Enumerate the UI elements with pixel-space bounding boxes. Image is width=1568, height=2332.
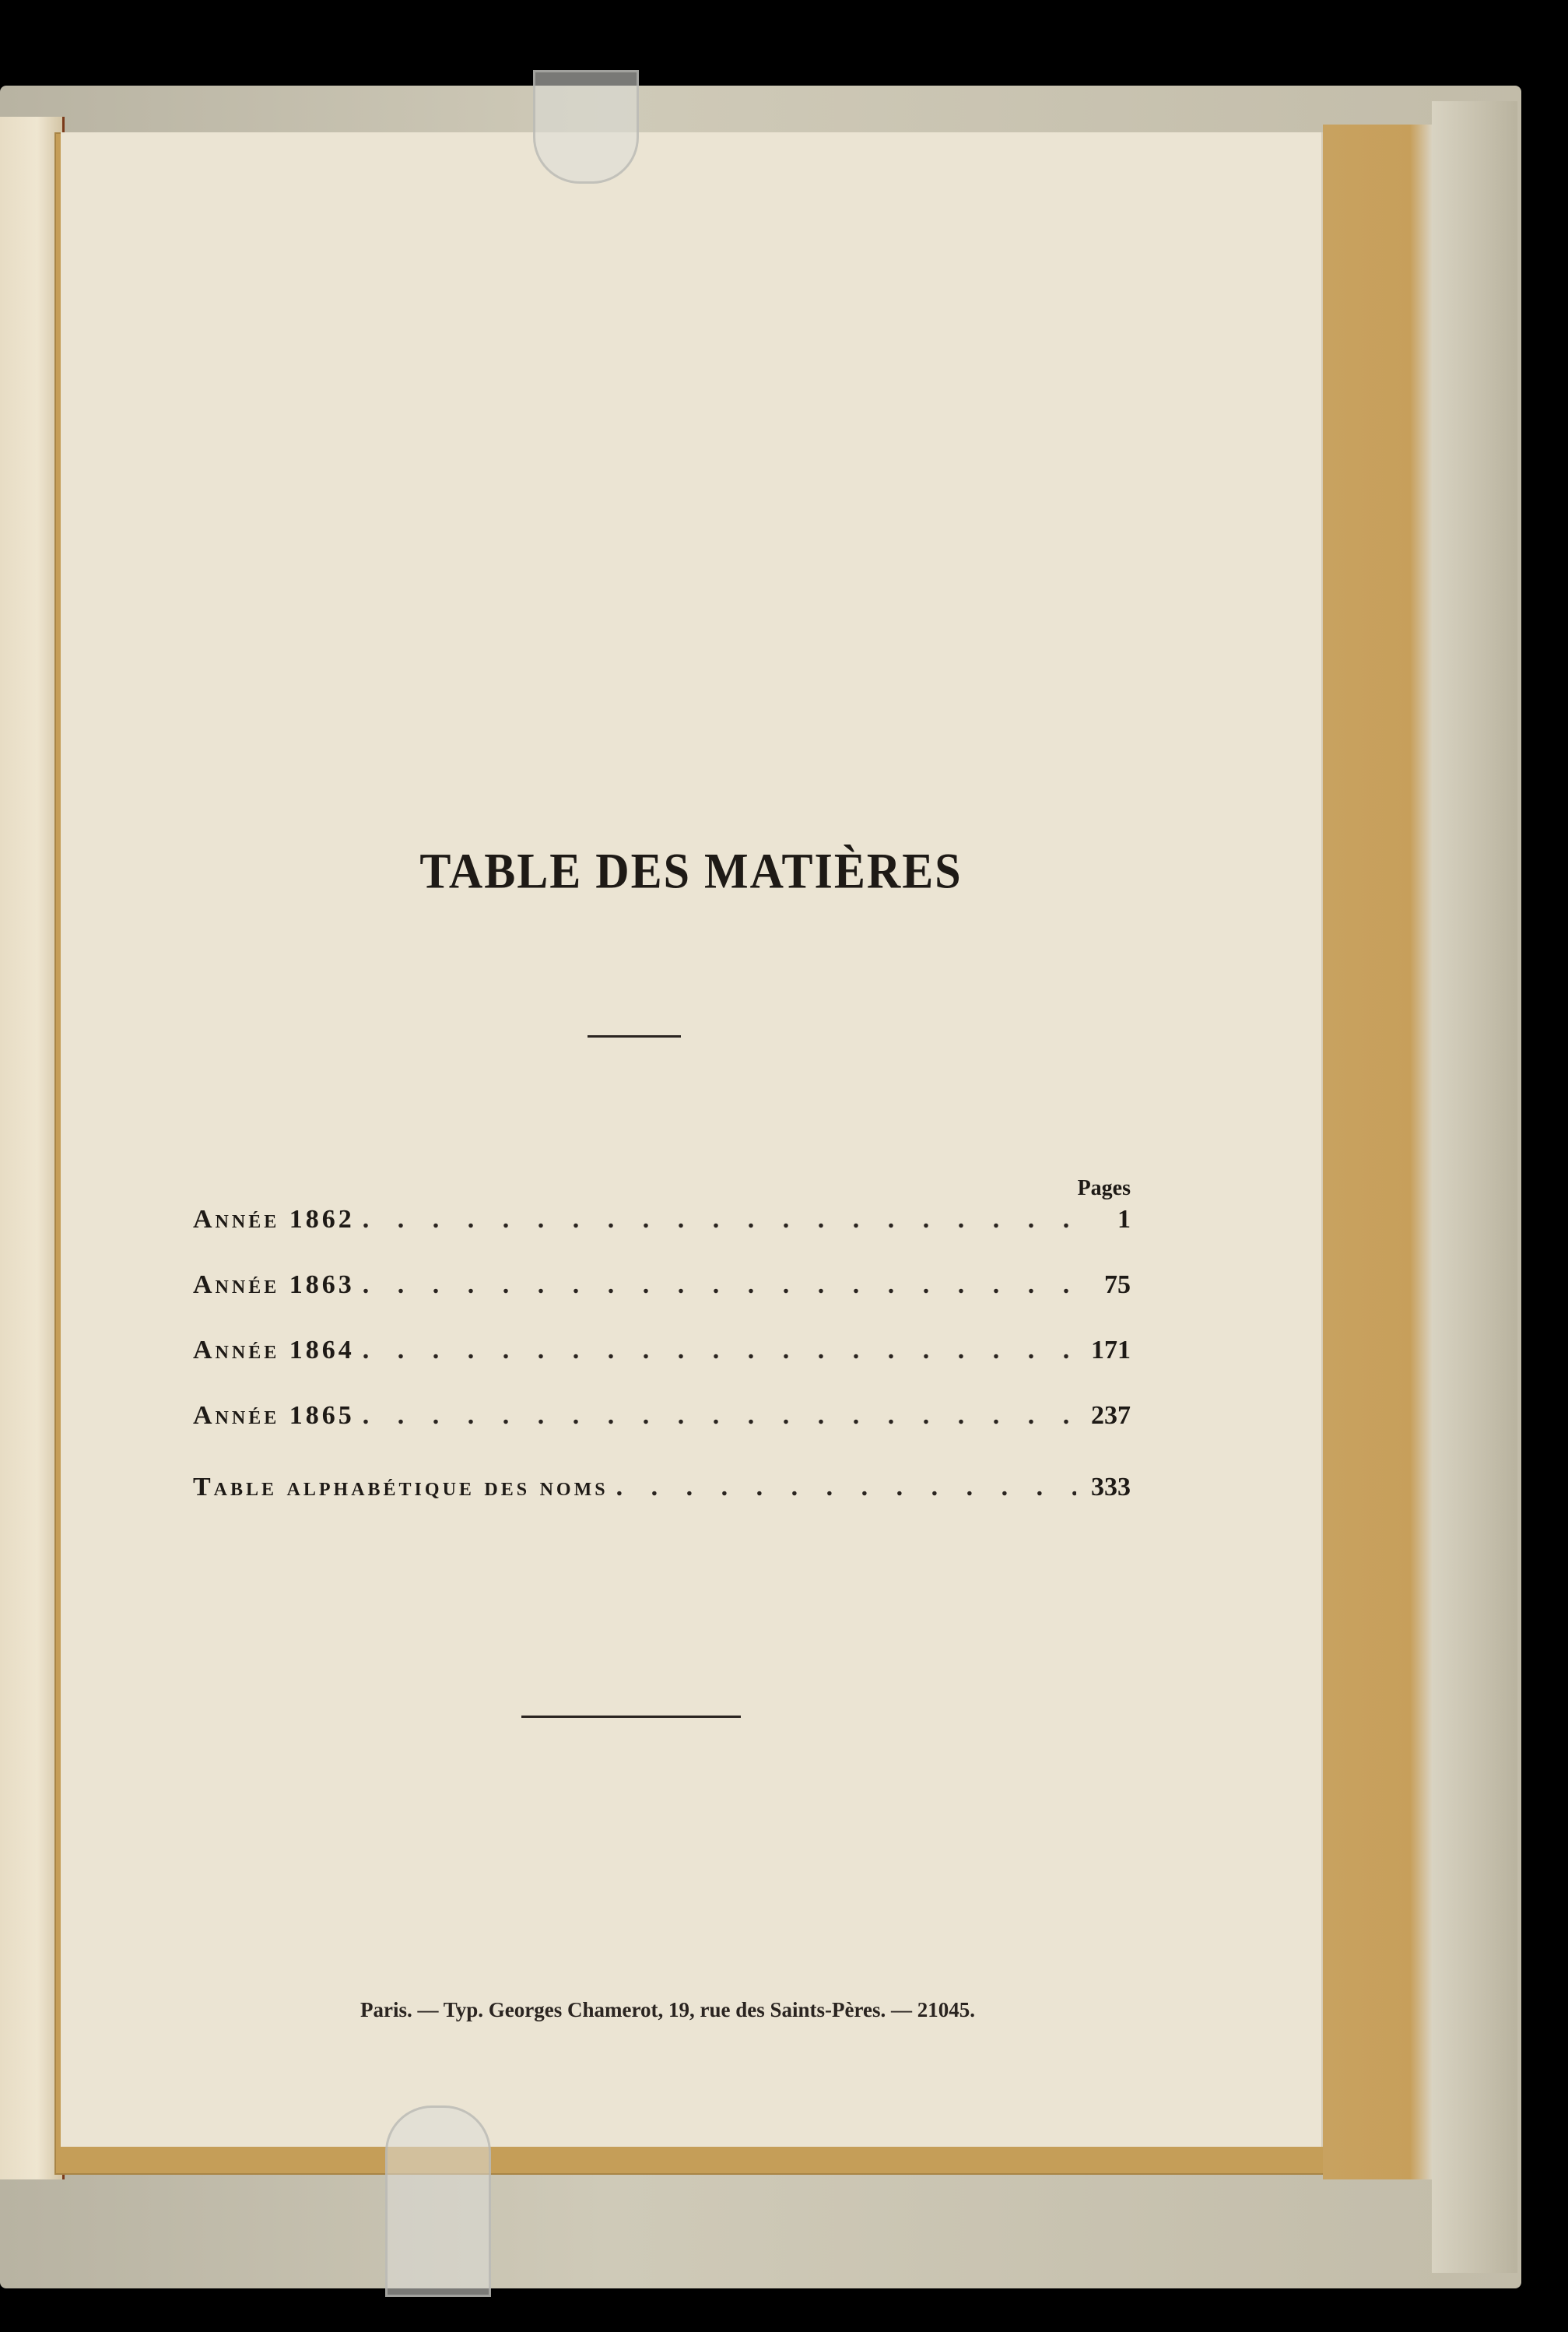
toc-entry bbox=[193, 1473, 1131, 1538]
title-rule bbox=[588, 1035, 681, 1038]
toc-entry-label: Année 1862 bbox=[193, 1205, 355, 1234]
toc-entry-page: 237 bbox=[1091, 1401, 1131, 1430]
flyleaf-edge bbox=[1323, 125, 1432, 2179]
toc-entry-page: 75 bbox=[1104, 1270, 1131, 1299]
book-page bbox=[61, 132, 1321, 2147]
toc-entry-label: Table alphabétique des noms bbox=[193, 1473, 609, 1501]
toc-entry-page: 1 bbox=[1117, 1205, 1131, 1234]
dot-leader bbox=[363, 1205, 1076, 1234]
toc-entry-page: 171 bbox=[1091, 1336, 1131, 1364]
dot-leader bbox=[363, 1401, 1076, 1431]
toc-entry-label: Année 1864 bbox=[193, 1336, 355, 1364]
dot-leader bbox=[363, 1270, 1076, 1300]
printer-imprint: Paris. — Typ. Georges Chamerot, 19, rue des Saints-Pères. — 21045. bbox=[360, 1998, 975, 2021]
toc-entry-label: Année 1863 bbox=[193, 1270, 355, 1299]
page-clip-bottom bbox=[385, 2105, 491, 2297]
toc-entry-label: Année 1865 bbox=[193, 1401, 355, 1430]
toc-entry bbox=[193, 1401, 1131, 1466]
right-binding bbox=[1432, 101, 1517, 2273]
page-title: TABLE DES MATIÈRES bbox=[419, 843, 963, 899]
toc-entry bbox=[193, 1336, 1131, 1401]
pages-column-header: Pages bbox=[1077, 1176, 1131, 1200]
toc-entry-page: 333 bbox=[1091, 1473, 1131, 1501]
dot-leader bbox=[616, 1473, 1076, 1502]
toc-entry bbox=[193, 1205, 1131, 1270]
table-of-contents bbox=[193, 1205, 1131, 1538]
dot-leader bbox=[363, 1336, 1076, 1365]
closing-rule bbox=[521, 1716, 741, 1718]
toc-entry bbox=[193, 1270, 1131, 1336]
page-clip-top bbox=[533, 70, 639, 184]
